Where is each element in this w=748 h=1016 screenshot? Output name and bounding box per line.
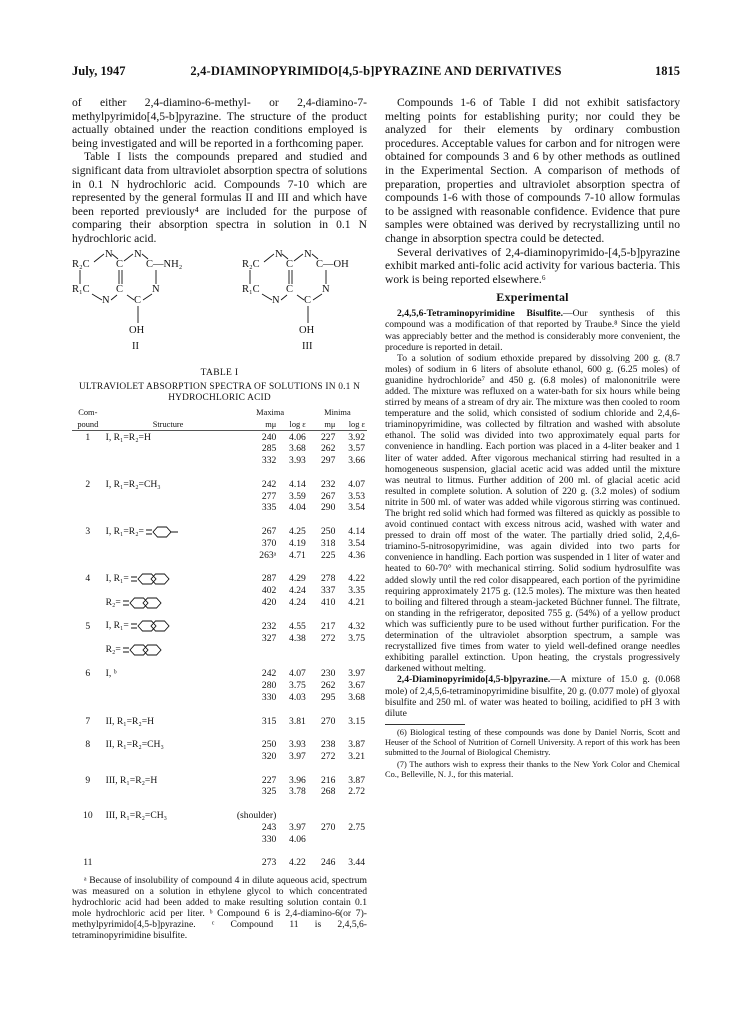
ii-sub: C—NH₂ xyxy=(146,258,183,270)
iii-sub: C—OH xyxy=(316,258,349,270)
ring-substituent-drawing xyxy=(129,573,175,585)
cell-min-loge: 4.32 xyxy=(348,620,365,632)
cell-structure xyxy=(104,443,233,455)
cell-compound xyxy=(72,455,104,467)
table-row xyxy=(72,739,367,751)
cell-max-loge: 4.03 xyxy=(289,692,306,704)
cell-structure xyxy=(104,857,233,869)
table-row xyxy=(72,431,367,443)
cell-compound xyxy=(72,644,104,656)
ii-r1c: R₁C xyxy=(72,283,90,295)
table-row xyxy=(72,715,367,727)
cell-max-loge: 4.04 xyxy=(289,502,306,514)
hdr-compound-2: pound xyxy=(77,419,99,429)
ii-n2: N xyxy=(134,248,142,260)
ii-r2c: R₂C xyxy=(72,258,90,270)
cell-structure xyxy=(104,573,233,585)
iii-n1: N xyxy=(275,248,283,260)
cell-max-loge: 3.96 xyxy=(289,774,306,786)
cell-structure xyxy=(104,786,233,798)
cell-min-mu: 230 xyxy=(320,668,336,680)
cell-compound xyxy=(72,632,104,644)
cell-max-mu: 285 xyxy=(261,443,277,455)
cell-max-loge: 3.81 xyxy=(289,715,306,727)
table-row xyxy=(72,810,367,822)
cell-min-loge: 3.67 xyxy=(348,680,365,692)
cell-compound xyxy=(72,490,104,502)
cell-compound: 3 xyxy=(85,526,91,537)
cell-min-mu: 272 xyxy=(320,632,336,644)
table-row xyxy=(72,632,367,644)
cell-compound xyxy=(72,751,104,763)
table-header-row-1 xyxy=(72,407,367,419)
cell-min-mu: 262 xyxy=(320,680,336,692)
cell-max-mu: 335 xyxy=(261,502,277,514)
cell-max-loge: 4.14 xyxy=(289,478,306,490)
cell-min-loge: 4.22 xyxy=(348,573,365,585)
cell-min-loge: 3.97 xyxy=(348,668,365,680)
cell-min-loge: 2.72 xyxy=(348,786,365,798)
cell-min-loge: 3.54 xyxy=(348,537,365,549)
cell-compound: 5 xyxy=(85,620,91,632)
cell-structure xyxy=(104,644,233,656)
cell-min-mu: 337 xyxy=(320,585,336,597)
cell-max-mu xyxy=(232,644,278,656)
ii-c: C xyxy=(116,258,124,270)
cell-max-mu: 330 xyxy=(261,692,277,704)
cell-max-mu: 267 xyxy=(261,526,277,537)
cell-max-loge: 4.07 xyxy=(289,668,306,680)
experimental-text-1: —Our synthesis of this compound was a modification of that reported by Traube.⁸ Since the yield was appreciably better and the method is considerably more convenient, the procedure is reported in detail. xyxy=(385,308,680,353)
cell-min-mu: 290 xyxy=(320,502,336,514)
cell-structure: II, R₁=R₂=H xyxy=(105,715,155,727)
cell-structure: I, R₁=R₂=H xyxy=(105,431,151,443)
iii-n3: N xyxy=(272,294,280,306)
cell-min-loge: 3.15 xyxy=(348,715,365,727)
table-row xyxy=(72,680,367,692)
cell-max-mu: 280 xyxy=(261,680,277,692)
hdr-structure: Structure xyxy=(152,419,184,429)
cell-min-mu: 238 xyxy=(320,739,336,751)
cell-min-loge: 4.14 xyxy=(348,526,365,537)
cell-min-mu: 217 xyxy=(320,620,336,632)
cell-max-loge: 3.78 xyxy=(289,786,306,798)
formula-ii xyxy=(72,249,183,352)
table-row xyxy=(72,490,367,502)
cell-min-mu: 410 xyxy=(320,597,336,609)
table-row xyxy=(72,478,367,490)
table-row xyxy=(72,502,367,514)
hdr-max-mu: mμ xyxy=(265,419,277,429)
cell-max-mu: 263ᵃ xyxy=(259,549,277,561)
hdr-minima: Minima xyxy=(324,407,351,417)
table-subtitle-line-1: ULTRAVIOLET ABSORPTION SPECTRA OF SOLUTIONS IN 0.1 N xyxy=(78,381,361,392)
table-subtitle-line-2: HYDROCHLORIC ACID xyxy=(168,392,271,403)
cell-max-loge: 4.06 xyxy=(289,833,306,845)
cell-min-mu: 267 xyxy=(320,490,336,502)
footnote-rule xyxy=(385,724,465,725)
table-row xyxy=(72,585,367,597)
cell-min-mu: 246 xyxy=(320,857,336,869)
table-footnote: ᵃ Because of insolubility of compound 4 in dilute aqueous acid, spectrum was measured on a solution in ethylene glycol to which concentrated hydrochloric acid had been added to make resulting solution contain 0.1 mole hydrochloric acid per liter. ᵇ Compound 6 is 2,4-diamino-6(or 7)-methylpyrimido[4,5-b]pyrazine. ᶜ Compound 11 is 2,4,5,6-tetraminopyrimidine bisulfite. xyxy=(72,874,367,942)
experimental-paragraph-2: To a solution of sodium ethoxide prepared by dissolving 200 g. (8.7 moles) of sodium in 6 liters of absolute ethanol, 600 g. (6.25 moles) of guanidine hydrochloride⁷ and 450 g. (6.8 moles) of malononitrile were added. The mixture was refluxed on a water-bath for six hours while being stirred by means of a stream of dry air. The mixture was then cooled to room temperature and the solid, which consisted of sodium chloride and 2,4,6-triaminopyrimidine, was collected by filtration and washed with absolute ethanol. The solid was divided into two approximately equal parts for convenience in handling. Each portion was placed in a 4-liter beaker and 1 liter of water added. After vigorous mechanical stirring had resulted in a homogeneous suspension, glacial acetic acid was added until the mixture was neutral to litmus. Further addition of 200 ml. of glacial acetic acid resulted in complete solution. A solution of 220 g. (3.2 moles) of sodium nitrite in 500 ml. of water was added while vigorous stirring was continued. The bright red solid which had formed was filtered as quickly as possible to avoid continued contact with excess nitrous acid, washed with water and pressed to drain off most of the water. The partially dried solid, 2,4,6-triamino-5-nitrosopyrimidine, was again divided into two parts for convenience in handling. Each portion was suspended in 1 liter of water and heated to 60-70° with mechanical stirring. Solid sodium hydrosulfite was added slowly until the red color disappeared, each portion of the pyrimidine requiring approximately 2175 g. (12.5 moles). The mixture was then heated to boiling and filtered through a steam-jacketed Büchner funnel. The filtrate, on standing in the refrigerator, deposited 755 g. (54%) of a yellow product which was sufficiently pure to be used without further purification. For the determination of the ultraviolet absorption spectrum, a sample was recrystallized five times from water to yield well-defined orange needles exhibiting parallel extinction. Upon heating, the crystals progressively darkened without melting. xyxy=(385,352,680,675)
cell-min-loge: 3.57 xyxy=(348,443,365,455)
right-paragraph-1: Compounds 1-6 of Table I did not exhibit satisfactory melting points for establishing purity; nor could they be analyzed for their elements by ordinary combustion procedures. Acceptable values for carbon and for nitrogen were obtained for compounds 3 and 6 by other methods as outlined in the Experimental Section. A comparison of methods of preparation, properties and ultraviolet absorption spectra of compounds 1-6 with those of compounds 7-10 allow formulas to be assigned with reasonable confidence. Evidence that pure samples were obtained was derived by recrystallizing until no change in absorption spectra could be detected. xyxy=(385,96,680,245)
cell-max-loge: 3.97 xyxy=(289,821,306,833)
experimental-title-3: 2,4-Diaminopyrimido[4,5-b]pyrazine. xyxy=(397,674,551,686)
cell-structure xyxy=(104,538,233,550)
iii-r1c: R₁C xyxy=(242,283,260,295)
absorption-table xyxy=(72,407,367,869)
cell-structure xyxy=(104,620,233,632)
cell-max-loge xyxy=(278,810,308,822)
ii-n1: N xyxy=(105,248,113,260)
cell-max-loge: 3.97 xyxy=(289,751,306,763)
table-row xyxy=(72,774,367,786)
cell-compound xyxy=(72,821,104,833)
table-row xyxy=(72,538,367,550)
cell-max-loge: 4.71 xyxy=(289,549,306,561)
cell-max-mu: 227 xyxy=(261,774,277,786)
ring-substituent-drawing xyxy=(121,644,167,656)
table-row xyxy=(72,644,367,656)
cell-structure: III, R₁=R₂=H xyxy=(105,774,158,786)
cell-max-mu: 332 xyxy=(261,455,277,467)
cell-max-mu: (shoulder) xyxy=(236,810,277,822)
right-paragraph-2: Several derivatives of 2,4-diaminopyrimido-[4,5-b]pyrazine exhibit marked anti-folic acid activity for various bacteria. This work is being reported elsewhere.⁶ xyxy=(385,245,680,286)
table-body xyxy=(72,431,367,869)
cell-max-loge: 3.93 xyxy=(289,739,306,751)
cell-max-mu: 315 xyxy=(261,715,277,727)
table-row xyxy=(72,620,367,632)
table-header-row-2 xyxy=(72,418,367,430)
cell-structure xyxy=(104,833,233,845)
cell-structure xyxy=(104,585,233,597)
cell-max-mu: 243 xyxy=(261,821,277,833)
cell-min-mu: 232 xyxy=(320,478,336,490)
iii-oh: OH xyxy=(299,324,315,336)
cell-structure: I, R₁=R₂=CH₃ xyxy=(105,478,161,490)
cell-compound: 10 xyxy=(83,810,93,822)
cell-min-loge xyxy=(337,644,367,656)
right-column xyxy=(385,96,680,782)
table-row xyxy=(72,573,367,585)
cell-min-mu: 297 xyxy=(320,455,336,467)
cell-max-loge: 4.24 xyxy=(289,585,306,597)
cell-structure xyxy=(104,526,233,538)
hdr-compound-1: Com- xyxy=(78,407,98,417)
table-row xyxy=(72,668,367,680)
table-row xyxy=(72,833,367,845)
cell-min-loge: 3.54 xyxy=(348,502,365,514)
cell-structure xyxy=(104,692,233,704)
cell-structure-text: I, R₁= xyxy=(105,573,129,585)
cell-compound xyxy=(72,680,104,692)
cell-min-loge: 3.44 xyxy=(348,857,365,869)
cell-compound: 6 xyxy=(85,668,91,680)
left-paragraph-1: of either 2,4-diamino-6-methyl- or 2,4-diamino-7-methylpyrimido[4,5-b]pyrazine. The structure of the product actually obtained under the reaction conditions employed is being investigated and will be reported in a forthcoming paper. xyxy=(72,96,367,150)
cell-min-loge: 3.21 xyxy=(348,751,365,763)
cell-max-mu: 277 xyxy=(261,490,277,502)
cell-structure xyxy=(104,751,233,763)
cell-max-loge: 4.06 xyxy=(289,431,306,443)
cell-min-loge xyxy=(337,810,367,822)
cell-compound: 7 xyxy=(85,715,91,727)
cell-min-loge: 4.21 xyxy=(348,597,365,609)
table-row xyxy=(72,443,367,455)
running-header xyxy=(72,64,680,80)
experimental-text-3: —A mixture of 15.0 g. (0.068 mole) of 2,4,5,6-tetraminopyrimidine bisulfite, 20 g. (0.077 mole) of glyoxal bisulfite and 250 ml. of water was heated to boiling, acidified to pH 3 with dilute xyxy=(385,674,680,719)
cell-max-mu: 320 xyxy=(261,751,277,763)
ring-substituent-drawing xyxy=(121,597,167,609)
cell-min-mu: 272 xyxy=(320,751,336,763)
header-date: July, 1947 xyxy=(72,64,126,78)
cell-structure xyxy=(104,490,233,502)
ii-c2: C xyxy=(116,283,124,295)
header-title: 2,4-DIAMINOPYRIMIDO[4,5-b]PYRAZINE AND DERIVATIVES xyxy=(190,64,562,78)
cell-structure: III, R₁=R₂=CH₃ xyxy=(105,810,168,822)
cell-compound xyxy=(72,443,104,455)
cell-structure xyxy=(104,821,233,833)
table-row xyxy=(72,786,367,798)
cell-structure xyxy=(104,502,233,514)
cell-max-mu: 242 xyxy=(261,478,277,490)
cell-min-mu xyxy=(308,644,338,656)
cell-min-mu: 270 xyxy=(320,715,336,727)
iii-n4: N xyxy=(322,283,330,295)
cell-min-mu: 250 xyxy=(320,526,336,537)
cell-min-loge: 3.66 xyxy=(348,455,365,467)
experimental-title-1: 2,4,5,6-Tetraminopyrimidine Bisulfite. xyxy=(397,308,564,320)
left-column xyxy=(72,96,367,951)
cell-min-mu: 216 xyxy=(320,774,336,786)
cell-compound xyxy=(72,786,104,798)
cell-min-loge: 3.75 xyxy=(348,632,365,644)
cell-compound xyxy=(72,833,104,845)
cell-max-mu: 402 xyxy=(261,585,277,597)
cell-min-loge: 4.36 xyxy=(348,549,365,561)
table-row xyxy=(72,692,367,704)
ii-c3: C xyxy=(134,294,142,306)
cell-min-loge: 2.75 xyxy=(348,821,365,833)
ii-n4: N xyxy=(152,283,160,295)
cell-compound: 1 xyxy=(85,431,91,443)
page-number: 1815 xyxy=(655,64,680,78)
table-caption: TABLE I xyxy=(200,366,239,378)
cell-max-mu: 250 xyxy=(261,739,277,751)
cell-min-loge: 3.35 xyxy=(348,585,365,597)
footnote-6: (6) Biological testing of these compounds was done by Daniel Norris, Scott and Heuser of the School of Nutrition of Cornell University. A report of this work has been submitted to the Journal of Biological Chemistry. xyxy=(385,727,680,757)
cell-max-loge: 4.19 xyxy=(289,537,306,549)
table-row xyxy=(72,857,367,869)
cell-structure xyxy=(104,455,233,467)
cell-min-loge: 3.53 xyxy=(348,490,365,502)
cell-compound xyxy=(72,538,104,550)
table-subtitle xyxy=(72,382,367,404)
iii-n2: N xyxy=(304,248,312,260)
cell-max-loge: 4.29 xyxy=(289,573,306,585)
ii-label: II xyxy=(132,340,139,352)
ii-n3: N xyxy=(102,294,110,306)
cell-max-mu: 325 xyxy=(261,786,277,798)
cell-structure xyxy=(104,597,233,609)
cell-max-mu: 330 xyxy=(261,833,277,845)
cell-max-loge: 3.68 xyxy=(289,443,306,455)
cell-compound: 11 xyxy=(83,857,93,869)
footnote-7: (7) The authors wish to express their thanks to the New York Color and Chemical Co., Belleville, N. J., for this material. xyxy=(385,759,680,779)
iii-c3: C xyxy=(304,294,312,306)
cell-structure-text: R₂= xyxy=(105,644,121,656)
cell-min-loge: 4.07 xyxy=(348,478,365,490)
cell-max-loge: 4.22 xyxy=(289,857,306,869)
cell-max-loge: 4.24 xyxy=(289,597,306,609)
ring-substituent-drawing xyxy=(144,526,190,538)
cell-compound: 9 xyxy=(85,774,91,786)
cell-min-mu: 278 xyxy=(320,573,336,585)
cell-max-loge: 3.93 xyxy=(289,455,306,467)
cell-compound: 8 xyxy=(85,739,91,751)
cell-max-loge: 3.59 xyxy=(289,490,306,502)
table-row xyxy=(72,526,367,538)
table-row xyxy=(72,751,367,763)
table-row xyxy=(72,597,367,609)
hdr-max-loge: log ε xyxy=(289,419,306,429)
cell-compound: 4 xyxy=(85,573,91,585)
iii-r2c: R₂C xyxy=(242,258,260,270)
formula-drawing xyxy=(72,249,367,361)
cell-min-mu: 270 xyxy=(320,821,336,833)
cell-min-mu: 262 xyxy=(320,443,336,455)
ring-substituent-drawing xyxy=(129,620,175,632)
cell-max-loge: 4.38 xyxy=(289,632,306,644)
cell-min-loge: 3.92 xyxy=(348,431,365,443)
cell-min-loge: 3.87 xyxy=(348,774,365,786)
cell-compound xyxy=(72,597,104,609)
cell-max-mu: 327 xyxy=(261,632,277,644)
iii-label: III xyxy=(302,340,313,352)
cell-max-mu: 232 xyxy=(261,620,277,632)
cell-compound xyxy=(72,585,104,597)
ii-oh: OH xyxy=(129,324,145,336)
cell-min-mu: 295 xyxy=(320,692,336,704)
cell-max-mu: 240 xyxy=(261,431,277,443)
cell-max-loge: 4.55 xyxy=(289,620,306,632)
cell-compound xyxy=(72,502,104,514)
cell-structure-text: R₂= xyxy=(105,596,121,608)
left-paragraph-2: Table I lists the compounds prepared and studied and significant data from ultraviolet absorption spectra of solutions in 0.1 N hydrochloric acid. Compounds 7-10 which are represented by the general formulas II and III and which have been reported previously⁴ are included for the purpose of comparing their absorption spectra in solution in 0.1 N hydrochloric acid. xyxy=(72,150,367,245)
table-row xyxy=(72,455,367,467)
section-heading-experimental: Experimental xyxy=(496,290,569,305)
cell-max-mu: 273 xyxy=(261,857,277,869)
cell-compound xyxy=(72,549,104,561)
cell-min-mu: 318 xyxy=(320,537,336,549)
cell-min-loge: 3.87 xyxy=(348,739,365,751)
structural-formulas xyxy=(72,249,367,361)
cell-structure-text: I, R₁=R₂= xyxy=(105,525,144,537)
cell-structure: I, ᵇ xyxy=(105,668,117,680)
cell-compound: 2 xyxy=(85,478,91,490)
cell-structure xyxy=(104,680,233,692)
table-row xyxy=(72,821,367,833)
cell-max-mu: 242 xyxy=(261,668,277,680)
cell-max-mu: 370 xyxy=(261,537,277,549)
cell-max-loge: 4.25 xyxy=(289,526,306,537)
cell-min-mu: 225 xyxy=(320,549,336,561)
cell-structure xyxy=(104,549,233,561)
formula-iii xyxy=(242,249,349,352)
iii-c2: C xyxy=(286,283,294,295)
cell-min-loge xyxy=(337,833,367,845)
experimental-paragraph-1 xyxy=(385,308,680,352)
iii-c: C xyxy=(286,258,294,270)
cell-min-mu: 268 xyxy=(320,786,336,798)
cell-max-loge: 3.75 xyxy=(289,680,306,692)
cell-structure-text: I, R₁= xyxy=(105,620,129,632)
table-row xyxy=(72,549,367,561)
cell-min-mu xyxy=(308,810,338,822)
cell-max-mu: 287 xyxy=(261,573,277,585)
cell-structure xyxy=(104,632,233,644)
hdr-min-loge: log ε xyxy=(348,419,365,429)
experimental-paragraph-3 xyxy=(385,674,680,718)
hdr-maxima: Maxima xyxy=(256,407,285,417)
cell-structure: II, R₁=R₂=CH₃ xyxy=(105,739,164,751)
cell-max-loge xyxy=(278,644,308,656)
hdr-min-mu: mμ xyxy=(324,419,336,429)
cell-min-loge: 3.68 xyxy=(348,692,365,704)
cell-min-mu xyxy=(308,833,338,845)
cell-max-mu: 420 xyxy=(261,597,277,609)
cell-min-mu: 227 xyxy=(320,431,336,443)
cell-compound xyxy=(72,692,104,704)
